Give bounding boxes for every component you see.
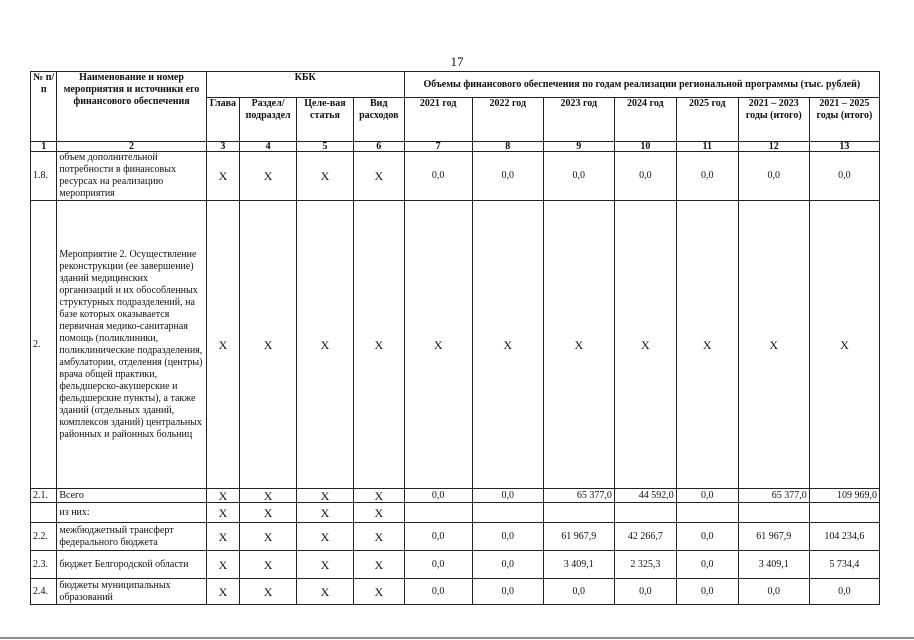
row-number: 1.8.	[31, 152, 57, 201]
column-number: 12	[738, 142, 809, 152]
value-cell: 0,0	[404, 152, 472, 201]
header-row-1	[31, 72, 880, 98]
row-name: объем дополнительной потребности в финансовых ресурсах на реализацию мероприятия	[57, 152, 206, 201]
header-kbk-glava: Глава	[206, 98, 240, 142]
row-name: из них:	[57, 503, 206, 523]
header-year-2024: 2024 год	[614, 98, 676, 142]
header-kbk-statya: Целе-вая статья	[297, 98, 354, 142]
kbk-cell: Х	[240, 551, 297, 579]
value-cell: 0,0	[404, 523, 472, 551]
kbk-cell: Х	[240, 152, 297, 201]
column-number: 3	[206, 142, 240, 152]
value-cell: 0,0	[543, 152, 614, 201]
column-numbers-row	[31, 142, 880, 152]
column-number: 13	[809, 142, 879, 152]
header-year-2025: 2025 год	[676, 98, 738, 142]
column-number: 11	[676, 142, 738, 152]
value-cell: 0,0	[404, 579, 472, 605]
kbk-cell: Х	[353, 551, 404, 579]
value-cell: 65 377,0	[543, 489, 614, 503]
column-number: 1	[31, 142, 57, 152]
kbk-cell: Х	[297, 551, 354, 579]
header-kbk-razdel: Раздел/ подраздел	[240, 98, 297, 142]
value-cell: 3 409,1	[543, 551, 614, 579]
table-row	[31, 152, 880, 201]
value-cell	[738, 503, 809, 523]
value-cell: 0,0	[809, 152, 879, 201]
row-number: 2.1.	[31, 489, 57, 503]
table-row	[31, 551, 880, 579]
value-cell: 0,0	[676, 551, 738, 579]
table-row	[31, 489, 880, 503]
value-cell: Х	[543, 201, 614, 489]
kbk-cell: Х	[353, 152, 404, 201]
header-year-2021: 2021 год	[404, 98, 472, 142]
column-number: 4	[240, 142, 297, 152]
value-cell: 0,0	[676, 579, 738, 605]
kbk-cell: Х	[240, 489, 297, 503]
page-number: 17	[450, 54, 464, 69]
row-name: Мероприятие 2. Осуществление реконструкции (ее завершение) зданий медицинских организаций и их обособленных структурных подразделений, на базе которых оказывается первичная медико-санитарная помощь (поликлиники, поликлинические подразделения, амбулатории, отделения (центры) врача общей практики, фельдшерско-акушерские и фельдшерские пункты), а также зданий (отдельных зданий, комплексов зданий) центральных районных и районных больниц	[57, 201, 206, 489]
value-cell: 2 325,3	[614, 551, 676, 579]
kbk-cell: Х	[206, 489, 240, 503]
value-cell: Х	[738, 201, 809, 489]
kbk-cell: Х	[240, 503, 297, 523]
value-cell: 0,0	[614, 152, 676, 201]
value-cell: 0,0	[472, 152, 543, 201]
scan-edge-line	[0, 637, 914, 639]
column-number: 6	[353, 142, 404, 152]
kbk-cell: Х	[353, 579, 404, 605]
table-row	[31, 201, 880, 489]
value-cell: 0,0	[676, 489, 738, 503]
kbk-cell: Х	[297, 201, 354, 489]
table-row	[31, 503, 880, 523]
value-cell: 0,0	[404, 489, 472, 503]
value-cell: Х	[472, 201, 543, 489]
kbk-cell: Х	[206, 579, 240, 605]
table-row	[31, 523, 880, 551]
row-number: 2.2.	[31, 523, 57, 551]
row-number: 2.	[31, 201, 57, 489]
value-cell	[472, 503, 543, 523]
row-name: межбюджетный трансферт федерального бюджета	[57, 523, 206, 551]
value-cell: 0,0	[809, 579, 879, 605]
header-col-name: Наименование и номер мероприятия и источники его финансового обеспечения	[57, 72, 206, 142]
value-cell: 0,0	[472, 551, 543, 579]
header-kbk: КБК	[206, 72, 404, 98]
value-cell	[676, 503, 738, 523]
kbk-cell: Х	[206, 503, 240, 523]
value-cell: 0,0	[676, 152, 738, 201]
value-cell: 0,0	[543, 579, 614, 605]
value-cell	[543, 503, 614, 523]
header-funding: Объемы финансового обеспечения по годам реализации региональной программы (тыс. рублей)	[404, 72, 879, 98]
value-cell: Х	[404, 201, 472, 489]
row-number	[31, 503, 57, 523]
value-cell: 5 734,4	[809, 551, 879, 579]
value-cell: Х	[676, 201, 738, 489]
value-cell: Х	[809, 201, 879, 489]
value-cell: 0,0	[676, 523, 738, 551]
value-cell	[809, 503, 879, 523]
row-name: бюджеты муниципальных образований	[57, 579, 206, 605]
kbk-cell: Х	[206, 523, 240, 551]
value-cell: 42 266,7	[614, 523, 676, 551]
value-cell: 109 969,0	[809, 489, 879, 503]
column-number: 9	[543, 142, 614, 152]
column-number: 2	[57, 142, 206, 152]
value-cell: 61 967,9	[738, 523, 809, 551]
kbk-cell: Х	[353, 503, 404, 523]
kbk-cell: Х	[240, 523, 297, 551]
header-total-2021-2023: 2021 – 2023 годы (итого)	[738, 98, 809, 142]
value-cell: 0,0	[472, 523, 543, 551]
column-number: 7	[404, 142, 472, 152]
value-cell: 65 377,0	[738, 489, 809, 503]
kbk-cell: Х	[297, 523, 354, 551]
value-cell: 3 409,1	[738, 551, 809, 579]
value-cell: 0,0	[472, 579, 543, 605]
kbk-cell: Х	[353, 489, 404, 503]
kbk-cell: Х	[353, 523, 404, 551]
column-number: 8	[472, 142, 543, 152]
value-cell	[614, 503, 676, 523]
header-col-num: № п/п	[31, 72, 57, 142]
header-kbk-vid: Вид расходов	[353, 98, 404, 142]
funding-table	[30, 71, 880, 605]
column-number: 10	[614, 142, 676, 152]
value-cell: 0,0	[404, 551, 472, 579]
header-year-2022: 2022 год	[472, 98, 543, 142]
column-number: 5	[297, 142, 354, 152]
value-cell: 0,0	[472, 489, 543, 503]
kbk-cell: Х	[206, 551, 240, 579]
row-number: 2.4.	[31, 579, 57, 605]
header-total-2021-2025: 2021 – 2025 годы (итого)	[809, 98, 879, 142]
kbk-cell: Х	[240, 201, 297, 489]
table-row	[31, 579, 880, 605]
header-year-2023: 2023 год	[543, 98, 614, 142]
value-cell	[404, 503, 472, 523]
kbk-cell: Х	[206, 201, 240, 489]
kbk-cell: Х	[240, 579, 297, 605]
value-cell: 0,0	[738, 579, 809, 605]
row-name: бюджет Белгородской области	[57, 551, 206, 579]
value-cell: 0,0	[614, 579, 676, 605]
value-cell: Х	[614, 201, 676, 489]
kbk-cell: Х	[297, 489, 354, 503]
row-name: Всего	[57, 489, 206, 503]
value-cell: 104 234,6	[809, 523, 879, 551]
kbk-cell: Х	[297, 152, 354, 201]
kbk-cell: Х	[297, 579, 354, 605]
kbk-cell: Х	[206, 152, 240, 201]
value-cell: 61 967,9	[543, 523, 614, 551]
value-cell: 44 592,0	[614, 489, 676, 503]
row-number: 2.3.	[31, 551, 57, 579]
kbk-cell: Х	[353, 201, 404, 489]
kbk-cell: Х	[297, 503, 354, 523]
value-cell: 0,0	[738, 152, 809, 201]
